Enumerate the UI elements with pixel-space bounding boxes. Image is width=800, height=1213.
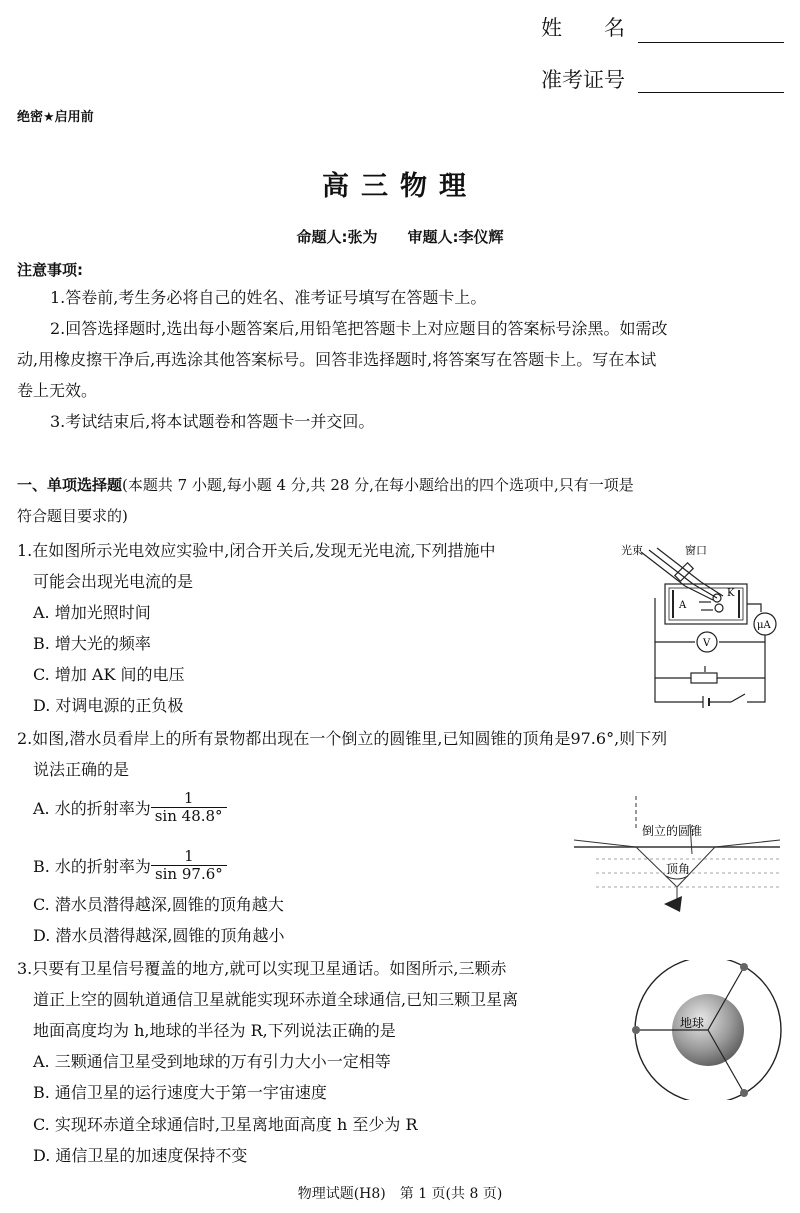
q1-stem-line1: 1.在如图所示光电效应实验中,闭合开关后,发现无光电流,下列措施中: [17, 541, 496, 560]
q3-option-c: C. 实现环赤道全球通信时,卫星离地面高度 h 至少为 R: [33, 1115, 418, 1134]
satellite-orbit-figure: [628, 960, 788, 1100]
q1-option-c: C. 增加 AK 间的电压: [33, 665, 185, 684]
q1-option-d: D. 对调电源的正负极: [33, 696, 184, 715]
exam-id-label: 准考证号: [541, 68, 625, 92]
satellite-dot: [740, 963, 748, 971]
q2-stem-line1: 2.如图,潜水员看岸上的所有景物都出现在一个倒立的圆锥里,已知圆锥的顶角是97.6°,则下列: [17, 729, 668, 748]
notice-item-1: 1.答卷前,考生务必将自己的姓名、准考证号填写在答题卡上。: [50, 288, 487, 307]
q1-stem-line2: 可能会出现光电流的是: [33, 572, 194, 591]
satellite-dot: [632, 1026, 640, 1034]
cathode-label: K: [727, 588, 735, 599]
section-heading-rest: (本题共 7 小题,每小题 4 分,共 28 分,在每小题给出的四个选项中,只有一项是: [122, 476, 634, 494]
anode-label: A: [679, 600, 687, 611]
name-field[interactable]: [638, 20, 784, 43]
secret-mark: 绝密★启用前: [17, 110, 94, 125]
apex-label: 顶角: [666, 862, 691, 876]
q2-option-d: D. 潜水员潜得越深,圆锥的顶角越小: [33, 926, 285, 945]
q2-option-a-fraction: [151, 790, 227, 825]
q2-option-b-denominator: sin 97.6°: [151, 865, 227, 883]
diver-cone-figure: [570, 796, 785, 920]
q2-option-a-prefix: A. 水的折射率为: [33, 799, 151, 818]
q3-stem-line2: 道正上空的圆轨道通信卫星就能实现环赤道全球通信,已知三颗卫星离: [33, 990, 519, 1009]
authors-line: 命题人:张为 审题人:李仪辉: [296, 228, 504, 246]
q3-stem-line1: 3.只要有卫星信号覆盖的地方,就可以实现卫星通话。如图所示,三颗赤: [17, 959, 507, 978]
q2-option-b-prefix: B. 水的折射率为: [33, 857, 151, 876]
q3-option-b: B. 通信卫星的运行速度大于第一宇宙速度: [33, 1083, 327, 1102]
q2-stem-line2: 说法正确的是: [33, 760, 130, 779]
q2-option-c: C. 潜水员潜得越深,圆锥的顶角越大: [33, 895, 284, 914]
q3-option-d: D. 通信卫星的加速度保持不变: [33, 1146, 248, 1165]
beam-label: 光束: [621, 544, 643, 557]
q2-option-b-numerator: 1: [184, 847, 194, 865]
q3-option-a: A. 三颗通信卫星受到地球的万有引力大小一定相等: [33, 1052, 391, 1071]
notice-item-2-cont: 动,用橡皮擦干净后,再选涂其他答案标号。回答非选择题时,将答案写在答题卡上。写在本试: [17, 350, 657, 369]
notice-heading: 注意事项:: [17, 261, 83, 279]
diver-eye-icon: [664, 896, 682, 912]
q3-stem-line3: 地面高度均为 h,地球的半径为 R,下列说法正确的是: [33, 1021, 396, 1040]
notice-item-2: 2.回答选择题时,选出每小题答案后,用铅笔把答题卡上对应题目的答案标号涂黑。如需改: [50, 319, 668, 338]
exam-id-field[interactable]: [638, 70, 784, 93]
cone-label: 倒立的圆锥: [642, 824, 703, 838]
earth-label: 地球: [680, 1016, 705, 1030]
notice-item-3: 3.考试结束后,将本试题卷和答题卡一并交回。: [50, 412, 375, 431]
q2-option-b: [33, 848, 227, 883]
page-footer: 物理试题(H8) 第 1 页(共 8 页): [297, 1186, 503, 1202]
microammeter-label: μA: [757, 620, 771, 631]
notice-item-2-cont2: 卷上无效。: [17, 381, 98, 400]
q1-option-a: A. 增加光照时间: [33, 603, 151, 622]
q2-option-a: [33, 790, 227, 825]
q1-option-b: B. 增大光的频率: [33, 634, 151, 653]
section-heading-line2: 符合题目要求的): [17, 507, 128, 525]
section-heading-bold: 一、单项选择题: [17, 476, 123, 494]
voltmeter-label: V: [703, 638, 711, 649]
section-heading: [17, 474, 634, 495]
q2-option-a-numerator: 1: [183, 789, 194, 807]
name-label: 姓 名: [541, 16, 625, 40]
q2-option-b-fraction: [151, 848, 227, 883]
window-label: 窗口: [685, 544, 707, 557]
page-title: 高三物理: [322, 171, 478, 202]
photoelectric-circuit-figure: [615, 538, 795, 710]
satellite-dot: [740, 1089, 748, 1097]
q2-option-a-denominator: sin 48.8°: [151, 807, 227, 825]
